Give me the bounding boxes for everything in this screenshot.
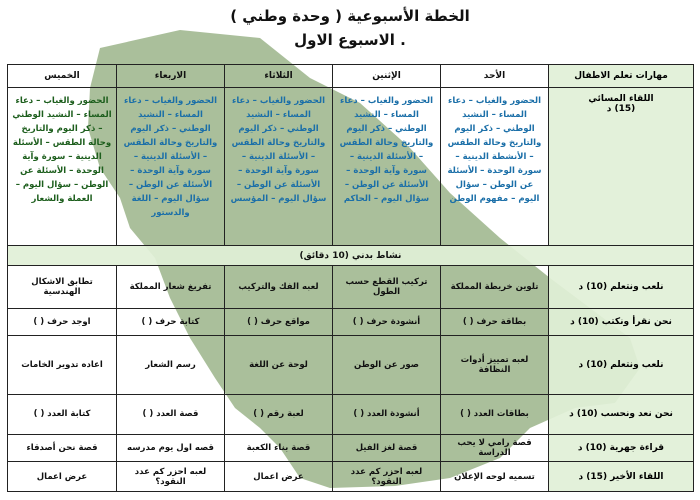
- day-header-sunday: الأحد: [441, 65, 549, 88]
- day-header-tuesday: الثلاثاء: [225, 65, 333, 88]
- skill-cell: نحن نعد ونحسب (10) د: [549, 394, 694, 435]
- morning-cell: الحضور والغياب – دعاء المساء – النشيد الوطني – ذكر اليوم والتاريخ وحالة الطقس – الأسئلة الدينية – سورة وآية الوحدة – الأسئلة عن الوطن – سؤال اليوم – العملة والشعار: [8, 87, 117, 245]
- skills-header: مهارات تعلم الاطفال: [549, 65, 694, 88]
- morning-cell: الحضور والغياب – دعاء المساء – النشيد الوطني – ذكر اليوم والتاريخ وحالة الطقس – الأسئلة الدينية – سورة وآية الوحدة – الأسئلة عن الوطن – سؤال اليوم – الحاكم: [333, 87, 441, 245]
- table-row: [8, 435, 694, 462]
- header-row: [8, 65, 694, 88]
- morning-cell: الحضور والغياب – دعاء المساء – النشيد الوطني – ذكر اليوم والتاريخ وحالة الطقس – الأسئلة الدينية – سورة وآية الوحدة – الأسئلة عن الوطن – سؤال اليوم – المؤسس: [225, 87, 333, 245]
- table-row: [8, 266, 694, 309]
- skill-cell: نلعب ونتعلم (10) د: [549, 336, 694, 394]
- morning-cell: الحضور والغياب – دعاء المساء – النشيد الوطني – ذكر اليوم والتاريخ وحالة الطقس – الأنشطة الدينية – سورة الوحدة – الأسئلة عن الوطن – سؤال اليوم – مفهوم الوطن: [441, 87, 549, 245]
- skill-cell: نحن نقرأ ونكتب (10) د: [549, 309, 694, 336]
- table-cell: قصة رامي لا يحب الدراسة: [441, 435, 549, 462]
- table-cell: عرض اعمال: [225, 462, 333, 492]
- table-row: [8, 309, 694, 336]
- table-cell: قصه اول يوم مدرسه: [117, 435, 225, 462]
- table-cell: لعبه احزر كم عدد النقود؟: [117, 462, 225, 492]
- week-subtitle: . الاسبوع الاول: [294, 31, 406, 49]
- table-cell: تلوين خريطة المملكة: [441, 266, 549, 309]
- table-cell: لوحة عن اللغة: [225, 336, 333, 394]
- table-cell: قصة نحن أصدقاء: [8, 435, 117, 462]
- skill-cell: [549, 87, 694, 245]
- table-cell: تركيب القطع حسب الطول: [333, 266, 441, 309]
- table-cell: بطاقات العدد ( ): [441, 394, 549, 435]
- weekly-plan-table: [7, 64, 694, 492]
- day-header-thursday: الخميس: [8, 65, 117, 88]
- table-cell: أنشودة حرف ( ): [333, 309, 441, 336]
- table-row: [8, 87, 694, 245]
- table-cell: عرض اعمال: [8, 462, 117, 492]
- table-cell: لعبه احزر كم عدد النقود؟: [333, 462, 441, 492]
- skill-cell: قراءة جهرية (10) د: [549, 435, 694, 462]
- table-cell: رسم الشعار: [117, 336, 225, 394]
- skill-cell: اللقاء الأخير (15) د: [549, 462, 694, 492]
- plan-title: الخطة الأسبوعية ( وحدة وطني ): [230, 7, 470, 25]
- activity-band-row: [8, 245, 694, 266]
- table-cell: بطاقة حرف ( ): [441, 309, 549, 336]
- table-cell: كتابة حرف ( ): [117, 309, 225, 336]
- table-cell: صور عن الوطن: [333, 336, 441, 394]
- table-row: [8, 394, 694, 435]
- morning-cell: الحضور والغياب – دعاء المساء – النشيد الوطني – ذكر اليوم والتاريخ وحالة الطقس – الأسئلة الدينية – سورة وآية الوحدة – الأسئلة عن الوطن – سؤال اليوم – اللغة والدستور: [117, 87, 225, 245]
- table-cell: أنشودة العدد ( ): [333, 394, 441, 435]
- table-cell: اوجد حرف ( ): [8, 309, 117, 336]
- table-row: [8, 336, 694, 394]
- table-cell: لعبه تمييز أدوات النظافة: [441, 336, 549, 394]
- table-row: [8, 462, 694, 492]
- table-cell: تسميه لوحه الإعلان: [441, 462, 549, 492]
- table-cell: قصة العدد ( ): [117, 394, 225, 435]
- title-block: [0, 4, 700, 52]
- skill-cell: نلعب ونتعلم (10) د: [549, 266, 694, 309]
- day-header-wednesday: الاربعاء: [117, 65, 225, 88]
- skill-name: اللقاء المسائي: [588, 93, 654, 104]
- table-cell: قصة بناء الكعبة: [225, 435, 333, 462]
- skill-duration: (15) د: [606, 103, 636, 114]
- table-cell: مواقع حرف ( ): [225, 309, 333, 336]
- table-cell: لعبه الفك والتركيب: [225, 266, 333, 309]
- day-header-monday: الإثنين: [333, 65, 441, 88]
- table-cell: لعبة رقم ( ): [225, 394, 333, 435]
- table-cell: تفريغ شعار المملكة: [117, 266, 225, 309]
- table-cell: تطابق الاشكال الهندسية: [8, 266, 117, 309]
- table-cell: قصة لغز الفيل: [333, 435, 441, 462]
- activity-band: نشاط بدني (10 دقائق): [8, 245, 694, 266]
- table-cell: اعاده تدوير الخامات: [8, 336, 117, 394]
- table-cell: كتابة العدد ( ): [8, 394, 117, 435]
